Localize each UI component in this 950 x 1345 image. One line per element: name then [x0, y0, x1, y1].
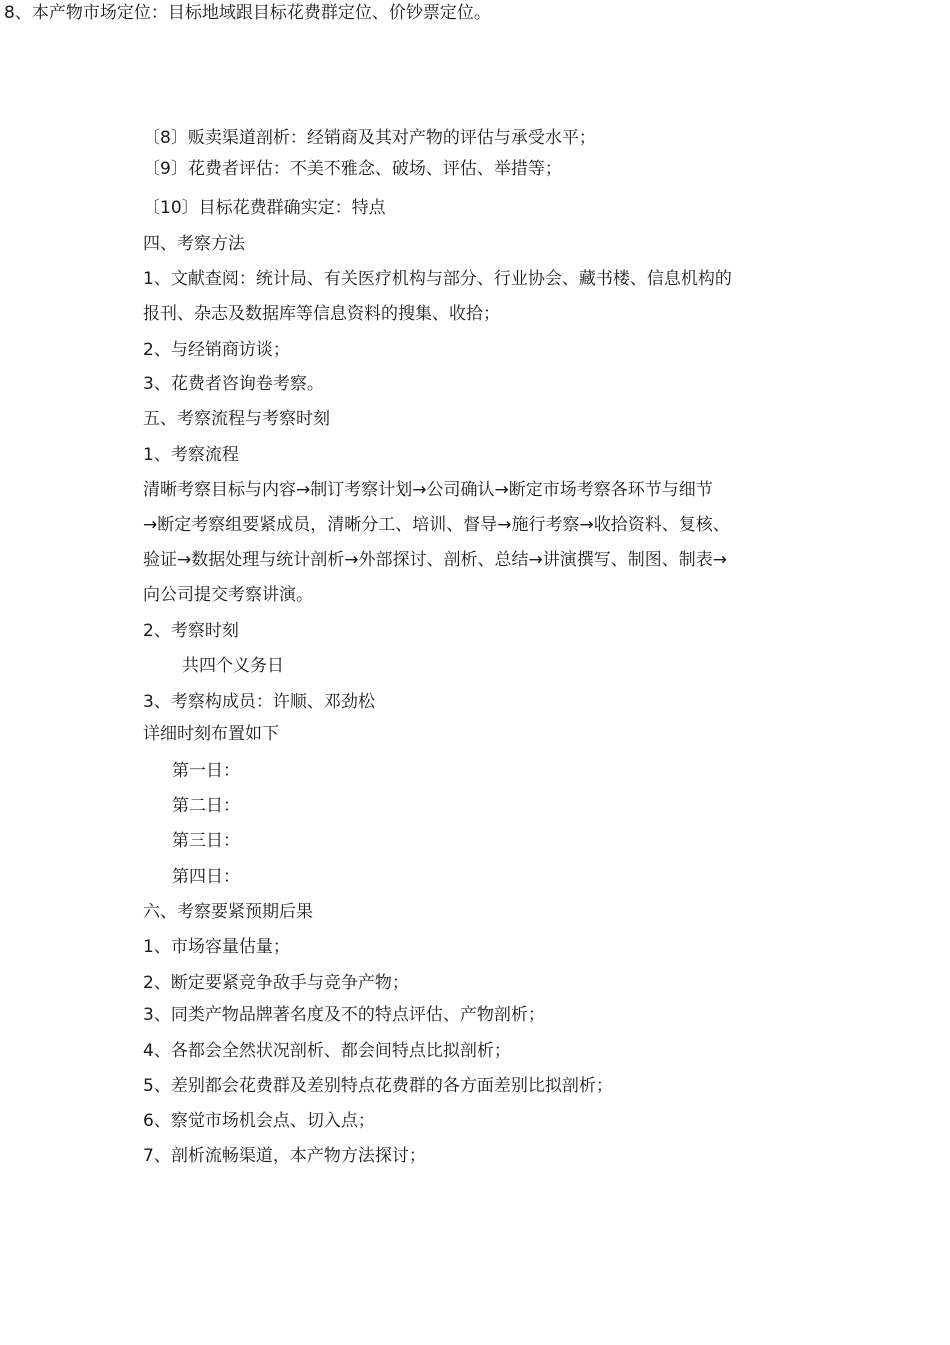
subheading: 3、考察构成员：许顺、邓劲松	[143, 692, 375, 712]
result-item: 3、同类产物品牌著名度及不的特点评估、产物剖析；	[143, 1005, 545, 1025]
result-item: 6、察觉市场机会点、切入点；	[143, 1111, 375, 1131]
list-item-10: 〔10〕目标花费群确实定：特点	[143, 198, 386, 218]
paragraph-line: 向公司提交考察讲演。	[143, 585, 313, 605]
section-heading-5: 五、考察流程与考察时刻	[143, 409, 330, 429]
schedule-day: 第一日：	[172, 761, 240, 781]
schedule-day: 第四日：	[172, 867, 240, 887]
schedule-day: 第二日：	[172, 796, 240, 816]
paragraph-line: 共四个义务日	[182, 656, 284, 676]
paragraph-line: →断定考察组要紧成员，清晰分工、培训、督导→施行考察→收拾资料、复核、	[143, 515, 730, 535]
list-item-8: 〔8〕贩卖渠道剖析：经销商及其对产物的评估与承受水平；	[143, 128, 596, 148]
result-item: 4、各都会全然状况剖析、都会间特点比拟剖析；	[143, 1041, 511, 1061]
paragraph-line: 清晰考察目标与内容→制订考察计划→公司确认→断定市场考察各环节与细节	[143, 480, 713, 500]
list-item-9: 〔9〕花费者评估：不美不雅念、破场、评估、举措等；	[143, 159, 562, 179]
section-heading-4: 四、考察方法	[143, 234, 245, 254]
result-item: 5、差别都会花费群及差别特点花费群的各方面差别比拟剖析；	[143, 1076, 613, 1096]
paragraph-line: 详细时刻布置如下	[143, 724, 279, 744]
paragraph-line: 报刊、杂志及数据库等信息资料的搜集、收拾；	[143, 304, 500, 324]
paragraph-line: 3、花费者咨询卷考察。	[143, 374, 324, 394]
paragraph-line: 验证→数据处理与统计剖析→外部探讨、剖析、总结→讲演撰写、制图、制表→	[143, 550, 727, 570]
subheading: 2、考察时刻	[143, 621, 239, 641]
schedule-day: 第三日：	[172, 831, 240, 851]
section-line: 8、本产物市场定位：目标地域跟目标花费群定位、价钞票定位。	[4, 3, 491, 23]
result-item: 7、剖析流畅渠道，本产物方法探讨；	[143, 1146, 426, 1166]
subheading: 1、考察流程	[143, 445, 239, 465]
result-item: 1、市场容量估量；	[143, 937, 290, 957]
paragraph-line: 2、与经销商访谈；	[143, 340, 290, 360]
section-heading-6: 六、考察要紧预期后果	[143, 902, 313, 922]
paragraph-line: 1、文献查阅：统计局、有关医疗机构与部分、行业协会、藏书楼、信息机构的	[143, 269, 732, 289]
result-item: 2、断定要紧竞争敌手与竞争产物；	[143, 973, 409, 993]
